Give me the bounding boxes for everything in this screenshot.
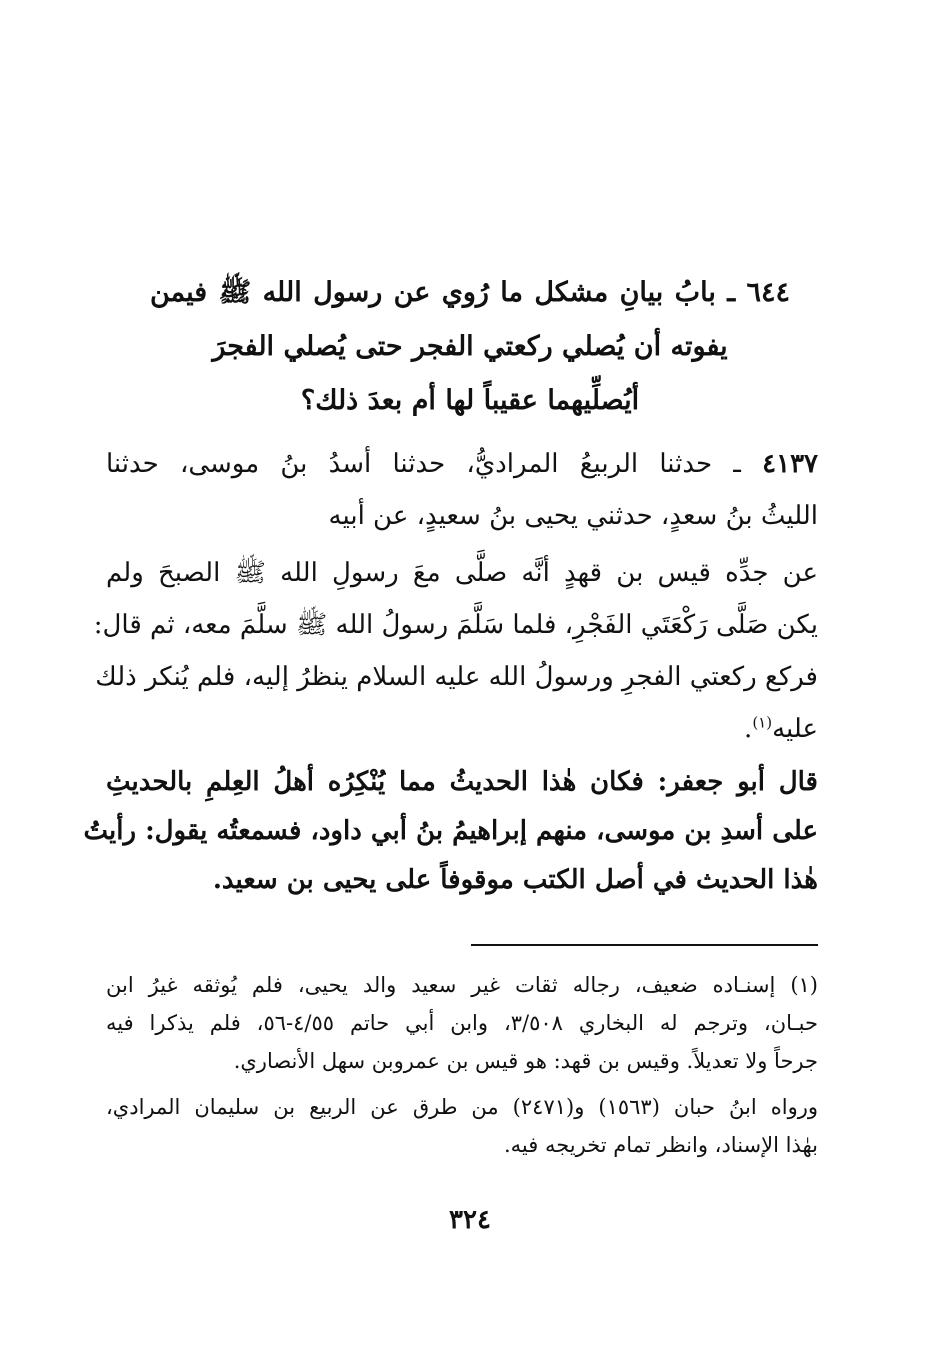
author-comment-line: هٰذا الحديث في أصل الكتب موقوفاً على يحيى بن سعيد.	[212, 865, 818, 895]
hadith-isnad-text: ـ حدثنا الربيعُ المراديُّ، حدثنا أسدُ بنُ موسى، حدثنا	[106, 449, 741, 479]
hadith-matn-line: يكن صَلَّى رَكْعَتَي الفَجْرِ، فلما سَلَّمَ رسولُ الله ﷺ سلَّمَ معه، ثم قال:	[93, 610, 818, 640]
hadith-isnad-line: الليثُ بنُ سعدٍ، حدثني يحيى بنُ سعيدٍ، عن أبيه	[328, 501, 818, 531]
hadith-matn-line	[106, 703, 818, 755]
author-comment-line: قال أبو جعفر: فكان هٰذا الحديثُ مما يُنْكِرُه أهلُ العِلمِ بالحديثِ	[106, 767, 818, 797]
chapter-heading-line: ٦٤٤ ـ بابُ بيانِ مشكل ما رُوي عن رسول الله ﷺ فيمن	[150, 277, 790, 308]
page-number: ٣٢٤	[449, 1205, 491, 1235]
hadith-number: ٤١٣٧	[762, 449, 819, 479]
author-comment-line: على أسدِ بن موسى، منهم إبراهيمُ بنُ أبي داود، فسمعتُه يقول: رأيتُ	[83, 816, 818, 846]
footnote-line: جرحاً ولا تعديلاً. وقيس بن قهد: هو قيس بن عمروبن سهل الأنصاري.	[233, 1049, 818, 1073]
hadith-matn-end: .	[744, 714, 753, 744]
footnote-line: بهٰذا الإسناد، وانظر تمام تخريجه فيه.	[503, 1133, 818, 1157]
hadith-matn-line: عن جدِّه قيس بن قهدٍ أنَّه صلَّى معَ رسولِ الله ﷺ الصبحَ ولم	[106, 558, 818, 588]
author-comment	[83, 758, 818, 905]
footnotes	[106, 966, 818, 1164]
footnote-spacer	[106, 1080, 818, 1088]
hadith-isnad-line	[106, 438, 818, 490]
chapter-heading	[150, 266, 790, 428]
footnote-separator	[471, 944, 818, 946]
footnote-line: ورواه ابنُ حبان (١٥٦٣) و(٢٤٧١) من طرق عن الربيع بن سليمان المرادي،	[106, 1095, 818, 1119]
chapter-heading-line: أيُصلِّيهما عقيباً لها أم بعدَ ذلك؟	[300, 385, 640, 416]
hadith-matn-line: فركع ركعتي الفجرِ ورسولُ الله عليه السلام ينظرُ إليه، فلم يُنكر ذلك	[95, 662, 818, 692]
footnote-reference[interactable]: (١)	[752, 713, 773, 732]
hadith-matn-text: عليه	[772, 714, 818, 744]
hadith-matn	[93, 547, 818, 755]
footnote-line: (١) إسنـاده ضعيف، رجاله ثقات غير سعيد والد يحيى، فلم يُوثقه غيرُ ابن	[106, 973, 818, 997]
hadith-isnad	[106, 438, 818, 542]
chapter-heading-line: يفوته أن يُصلي ركعتي الفجر حتى يُصلي الفجرَ	[212, 331, 728, 362]
footnote-line: حبـان، وترجم له البخاري ٣/٥٠٨، وابن أبي حاتم ٤/٥٥-٥٦، فلم يذكرا فيه	[106, 1011, 819, 1035]
